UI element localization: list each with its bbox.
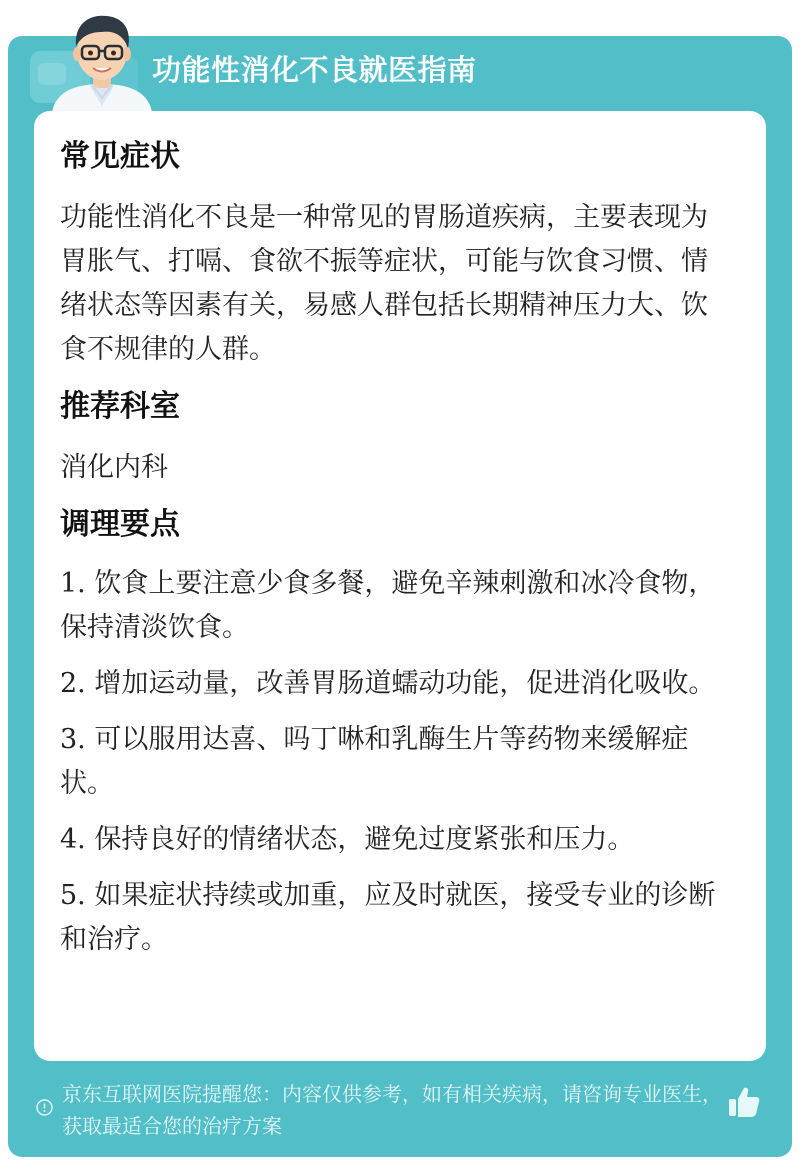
- symptoms-text: 功能性消化不良是一种常见的胃肠道疾病，主要表现为胃胀气、打嗝、食欲不振等症状，可能与饮食习惯、情绪状态等因素有关，易感人群包括长期精神压力大、饮食不规律的人群。: [60, 202, 708, 365]
- doctor-avatar: [48, 8, 156, 112]
- tip-item-2: [60, 662, 730, 706]
- tip-item-4: [60, 818, 730, 862]
- tip-number: 4.: [60, 824, 86, 855]
- footer-text: 京东互联网医院提醒您：内容仅供参考，如有相关疾病，请咨询专业医生，获取最适合您的治疗方案: [62, 1082, 722, 1138]
- tip-text: 可以服用达喜、吗丁啉和乳酶生片等药物来缓解症状。: [60, 724, 689, 799]
- content-area: [60, 136, 730, 962]
- tip-text: 增加运动量，改善胃肠道蠕动功能，促进消化吸收。: [94, 668, 716, 699]
- tip-item-5: [60, 874, 730, 962]
- tip-number: 5.: [60, 880, 86, 911]
- tip-item-3: [60, 718, 730, 806]
- tip-text: 饮食上要注意少食多餐，避免辛辣刺激和冰冷食物，保持清淡饮食。: [60, 568, 716, 643]
- symptoms-heading: 常见症状: [60, 139, 180, 174]
- tip-item-1: [60, 562, 730, 650]
- tips-heading: 调理要点: [60, 507, 180, 542]
- info-circle-icon: [36, 1099, 53, 1116]
- tip-number: 3.: [60, 724, 86, 755]
- tip-text: 保持良好的情绪状态，避免过度紧张和压力。: [94, 824, 635, 855]
- page-title: 功能性消化不良就医指南: [152, 53, 477, 87]
- tip-text: 如果症状持续或加重，应及时就医，接受专业的诊断和治疗。: [60, 880, 716, 955]
- tip-number: 1.: [60, 568, 86, 599]
- department-heading: 推荐科室: [60, 389, 180, 424]
- department-text: 消化内科: [60, 452, 168, 483]
- thumbs-up-icon[interactable]: [726, 1084, 762, 1120]
- tip-number: 2.: [60, 668, 86, 699]
- footer-disclaimer: [36, 1078, 776, 1142]
